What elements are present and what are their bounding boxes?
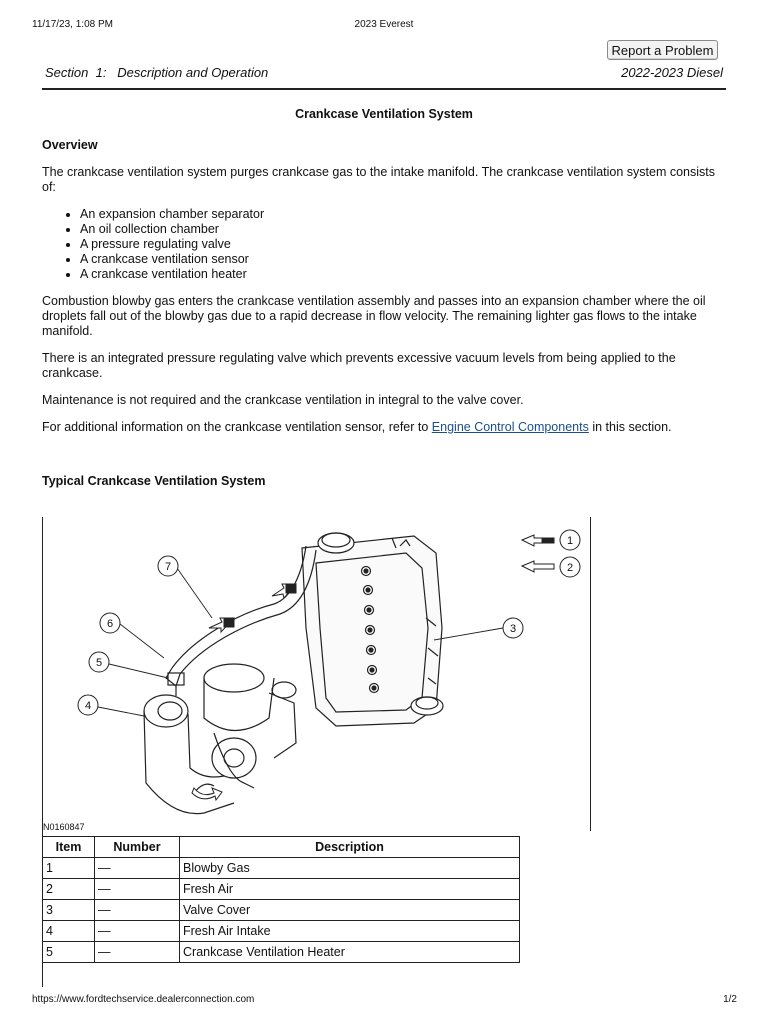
cell-description: Blowby Gas [180,858,520,879]
report-problem-button[interactable]: Report a Problem [607,40,718,60]
callout-7-label: 7 [164,561,172,573]
blowby-legend-arrow [522,535,554,546]
blowby-flow-arrows [209,584,296,632]
cell-number: — [95,942,180,963]
section-label: Section 1: Description and Operation [45,65,269,80]
cell-number: — [95,921,180,942]
callout-3-label: 3 [509,623,517,635]
header-number: Number [95,837,180,858]
leader-lines [95,568,503,716]
table-header-row [43,837,520,858]
table-row [43,942,520,963]
cell-item: 3 [43,900,95,921]
blowby-paragraph: Combustion blowby gas enters the crankcase ventilation assembly and passes into an expansion chamber where the oil droplets fall out of the blowby gas due to a rapid decrease in flow velocity. The remaining lighter gas flows to the intake manifold. [42,294,706,338]
list-item: • An expansion chamber separator [80,207,726,222]
maintenance-paragraph: Maintenance is not required and the crankcase ventilation in integral to the valve cover. [42,393,524,407]
header-divider [42,88,726,90]
callout-4-label: 4 [84,700,92,712]
cell-item: 4 [43,921,95,942]
callout-5-label: 5 [95,657,103,669]
header-item: Item [43,837,95,858]
crankcase-ventilation-diagram [44,518,590,822]
breather-hose [166,546,316,686]
list-item: • A crankcase ventilation heater [80,267,726,282]
reference-text-before: For additional information on the crankcase ventilation sensor, refer to [42,420,432,434]
reference-text-after: in this section. [588,420,672,434]
overview-heading: Overview [42,138,98,152]
valve-paragraph: There is an integrated pressure regulating valve which prevents excessive vacuum levels from being applied to the crankcase. [42,351,676,380]
figure-title: Typical Crankcase Ventilation System [42,474,266,488]
print-title: 2023 Everest [354,19,414,30]
callout-2-label: 2 [566,562,574,574]
table-row [43,858,520,879]
component-list [42,207,726,282]
turbocharger [204,664,296,788]
cell-item: 5 [43,942,95,963]
figure-id: N0160847 [43,822,85,832]
list-item: • A crankcase ventilation sensor [80,252,726,267]
table-row [43,900,520,921]
cell-description: Fresh Air [180,879,520,900]
cell-description: Fresh Air Intake [180,921,520,942]
document-title: Crankcase Ventilation System [295,107,473,121]
engine-control-components-link[interactable]: Engine Control Components [431,420,589,434]
print-footer-url: https://www.fordtechservice.dealerconnection.com [32,994,255,1005]
cell-number: — [95,879,180,900]
cell-item: 1 [43,858,95,879]
fresh-air-intake [144,695,234,814]
cell-number: — [95,900,180,921]
cell-description: Crankcase Ventilation Heater [180,942,520,963]
items-table [42,836,520,963]
model-year-label: 2022-2023 Diesel [621,65,723,80]
heater-connector [168,673,184,696]
callout-6-label: 6 [106,618,114,630]
cell-description: Valve Cover [180,900,520,921]
list-item: • A pressure regulating valve [80,237,726,252]
fresh-air-legend-arrow [522,561,554,572]
callout-1-label: 1 [566,535,574,547]
print-page-number: 1/2 [723,994,737,1005]
document-body [42,138,726,447]
intro-paragraph: The crankcase ventilation system purges crankcase gas to the intake manifold. The crankcase ventilation system consists of: [42,165,716,194]
list-item: • An oil collection chamber [80,222,726,237]
table-row [43,921,520,942]
print-datetime: 11/17/23, 1:08 PM [32,19,113,30]
header-description: Description [180,837,520,858]
figure-frame-right [590,517,591,831]
reference-paragraph [42,420,726,435]
cell-number: — [95,858,180,879]
table-row [43,879,520,900]
cell-item: 2 [43,879,95,900]
